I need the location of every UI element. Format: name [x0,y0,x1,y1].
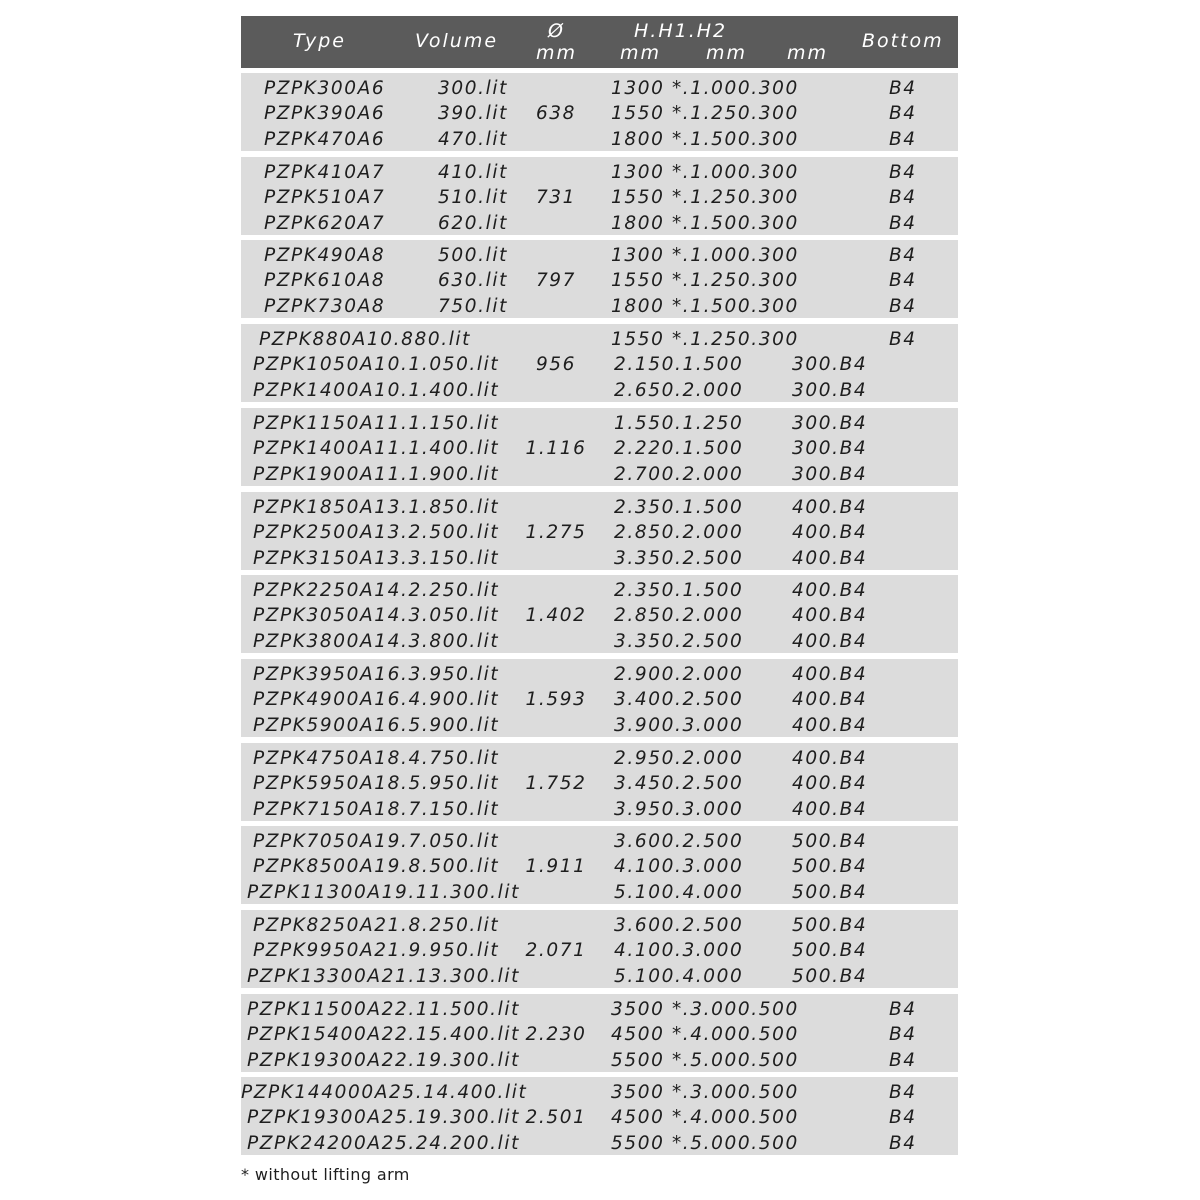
cell-volume: 390.lit [438,103,508,124]
cell-type: PZPK3800A14.3.800.lit [253,631,500,652]
cell-diameter: 1.275 [525,522,587,543]
cell-bottom: 400.B4 [792,689,868,710]
cell-dimensions: 1.550.1.250 [614,413,744,434]
cell-volume: 620.lit [438,213,508,234]
cell-type: PZPK2500A13.2.500.lit [253,522,500,543]
cell-type: PZPK1900A11.1.900.lit [253,464,500,485]
cell-dimensions: 1800 *.1.500.300 [611,296,799,317]
group-block [241,994,958,1072]
cell-bottom: 500.B4 [792,940,868,961]
cell-dimensions: 3500 *.3.000.500 [611,1082,799,1103]
table-row [241,127,958,152]
cell-diameter: 2.501 [525,1107,587,1128]
table-row [241,1131,958,1156]
cell-bottom: B4 [889,270,917,291]
cell-dimensions: 2.700.2.000 [614,464,744,485]
cell-bottom: 400.B4 [792,580,868,601]
cell-diameter: 1.116 [525,438,587,459]
cell-diameter: 638 [535,103,577,124]
cell-type: PZPK610A8 [264,270,386,291]
cell-bottom: B4 [889,1050,917,1071]
table-row [241,662,958,687]
cell-dimensions: 3.950.3.000 [614,799,744,820]
cell-dimensions: 1550 *.1.250.300 [611,270,799,291]
group-block [241,324,958,402]
table-row [241,76,958,101]
cell-diameter: 731 [535,187,577,208]
group-block [241,240,958,318]
cell-type: PZPK11300A19.11.300.lit [247,882,520,903]
table-row [241,913,958,938]
cell-dimensions: 5500 *.5.000.500 [611,1050,799,1071]
group-block [241,1077,958,1155]
cell-dimensions: 4.100.3.000 [614,940,744,961]
cell-bottom: 500.B4 [792,856,868,877]
group-block [241,743,958,821]
cell-dimensions: 2.950.2.000 [614,748,744,769]
cell-type: PZPK5900A16.5.900.lit [253,715,500,736]
cell-type: PZPK490A8 [264,245,386,266]
cell-type: PZPK24200A25.24.200.lit [247,1133,520,1154]
group-block [241,157,958,235]
cell-bottom: 400.B4 [792,605,868,626]
cell-bottom: B4 [889,162,917,183]
footnote: * without lifting arm [241,1165,410,1184]
cell-bottom: B4 [889,329,917,350]
cell-bottom: 400.B4 [792,497,868,518]
cell-diameter: 2.230 [525,1024,587,1045]
cell-type: PZPK3950A16.3.950.lit [253,664,500,685]
table-row [241,880,958,905]
cell-type: PZPK1150A11.1.150.lit [253,413,500,434]
cell-type: PZPK2250A14.2.250.lit [253,580,500,601]
cell-dimensions: 1300 *.1.000.300 [611,245,799,266]
cell-type: PZPK390A6 [264,103,386,124]
table-row [241,1048,958,1073]
cell-dimensions: 1800 *.1.500.300 [611,129,799,150]
cell-diameter: 797 [535,270,577,291]
group-block [241,826,958,904]
cell-type: PZPK144000A25.14.400.lit [241,1082,528,1103]
cell-type: PZPK5950A18.5.950.lit [253,773,500,794]
cell-volume: 510.lit [438,187,508,208]
cell-volume: 500.lit [438,245,508,266]
cell-bottom: 500.B4 [792,966,868,987]
cell-dimensions: 2.350.1.500 [614,497,744,518]
table-row [241,546,958,571]
cell-diameter: 1.752 [525,773,587,794]
cell-bottom: B4 [889,1024,917,1045]
table-row [241,294,958,319]
header-diameter-symbol: Ø [548,20,565,42]
cell-bottom: B4 [889,78,917,99]
cell-dimensions: 1800 *.1.500.300 [611,213,799,234]
cell-type: PZPK1050A10.1.050.lit [253,354,500,375]
cell-bottom: 400.B4 [792,715,868,736]
cell-type: PZPK8250A21.8.250.lit [253,915,500,936]
table-row [241,629,958,654]
header-volume: Volume [415,30,499,52]
cell-type: PZPK7150A18.7.150.lit [253,799,500,820]
cell-bottom: B4 [889,1107,917,1128]
cell-type: PZPK4900A16.4.900.lit [253,689,500,710]
cell-diameter: 2.071 [525,940,587,961]
table-row [241,495,958,520]
table-row [241,243,958,268]
cell-dimensions: 3.350.2.500 [614,548,744,569]
cell-type: PZPK470A6 [264,129,386,150]
cell-dimensions: 5500 *.5.000.500 [611,1133,799,1154]
cell-type: PZPK1400A10.1.400.lit [253,380,500,401]
cell-type: PZPK19300A22.19.300.lit [247,1050,520,1071]
cell-type: PZPK3050A14.3.050.lit [253,605,500,626]
cell-dimensions: 1300 *.1.000.300 [611,162,799,183]
cell-bottom: 400.B4 [792,548,868,569]
cell-bottom: B4 [889,187,917,208]
cell-dimensions: 2.900.2.000 [614,664,744,685]
cell-bottom: 400.B4 [792,631,868,652]
cell-type: PZPK300A6 [264,78,386,99]
cell-bottom: 300.B4 [792,354,868,375]
cell-bottom: B4 [889,1082,917,1103]
group-block [241,73,958,151]
cell-type: PZPK11500A22.11.500.lit [247,999,520,1020]
cell-type: PZPK620A7 [264,213,386,234]
cell-bottom: B4 [889,245,917,266]
cell-bottom: 300.B4 [792,413,868,434]
cell-bottom: 400.B4 [792,799,868,820]
cell-diameter: 1.593 [525,689,587,710]
cell-dimensions: 3.900.3.000 [614,715,744,736]
cell-bottom: B4 [889,103,917,124]
cell-type: PZPK13300A21.13.300.lit [247,966,520,987]
cell-type: PZPK880A10.880.lit [259,329,472,350]
cell-dimensions: 5.100.4.000 [614,882,744,903]
cell-dimensions: 1550 *.1.250.300 [611,329,799,350]
cell-volume: 750.lit [438,296,508,317]
cell-type: PZPK1850A13.1.850.lit [253,497,500,518]
cell-type: PZPK410A7 [264,162,386,183]
cell-dimensions: 4500 *.4.000.500 [611,1024,799,1045]
table-row [241,327,958,352]
header-type: Type [293,30,346,52]
table-row [241,797,958,822]
cell-bottom: 400.B4 [792,522,868,543]
cell-type: PZPK510A7 [264,187,386,208]
table-row [241,411,958,436]
cell-dimensions: 3.600.2.500 [614,831,744,852]
cell-dimensions: 2.850.2.000 [614,605,744,626]
header-mm-diameter: mm [536,42,578,64]
cell-dimensions: 5.100.4.000 [614,966,744,987]
cell-bottom: 500.B4 [792,882,868,903]
header-bottom: Bottom [862,30,944,52]
cell-dimensions: 3.450.2.500 [614,773,744,794]
header-mm-h1: mm [706,42,748,64]
cell-bottom: 300.B4 [792,380,868,401]
cell-bottom: B4 [889,213,917,234]
cell-bottom: B4 [889,1133,917,1154]
cell-type: PZPK19300A25.19.300.lit [247,1107,520,1128]
group-block [241,492,958,570]
cell-dimensions: 1550 *.1.250.300 [611,187,799,208]
cell-dimensions: 2.850.2.000 [614,522,744,543]
cell-diameter: 1.911 [525,856,587,877]
cell-type: PZPK730A8 [264,296,386,317]
cell-bottom: 300.B4 [792,438,868,459]
cell-diameter: 1.402 [525,605,587,626]
cell-dimensions: 2.350.1.500 [614,580,744,601]
cell-type: PZPK7050A19.7.050.lit [253,831,500,852]
cell-bottom: 400.B4 [792,748,868,769]
cell-volume: 410.lit [438,162,508,183]
table-row [241,746,958,771]
cell-type: PZPK4750A18.4.750.lit [253,748,500,769]
cell-bottom: 400.B4 [792,664,868,685]
table-row [241,829,958,854]
cell-type: PZPK8500A19.8.500.lit [253,856,500,877]
table-row [241,1080,958,1105]
group-block [241,408,958,486]
table-row [241,997,958,1022]
cell-dimensions: 2.220.1.500 [614,438,744,459]
cell-bottom: 500.B4 [792,831,868,852]
table-row [241,378,958,403]
cell-bottom: 300.B4 [792,464,868,485]
header-mm-h: mm [620,42,662,64]
cell-dimensions: 4.100.3.000 [614,856,744,877]
cell-dimensions: 3500 *.3.000.500 [611,999,799,1020]
table-header [241,16,958,68]
table-row [241,964,958,989]
header-mm-h2: mm [787,42,829,64]
cell-bottom: B4 [889,999,917,1020]
cell-dimensions: 1300 *.1.000.300 [611,78,799,99]
table-row [241,160,958,185]
cell-bottom: 400.B4 [792,773,868,794]
cell-type: PZPK1400A11.1.400.lit [253,438,500,459]
cell-volume: 630.lit [438,270,508,291]
cell-type: PZPK9950A21.9.950.lit [253,940,500,961]
cell-dimensions: 3.400.2.500 [614,689,744,710]
cell-dimensions: 2.650.2.000 [614,380,744,401]
table-row [241,578,958,603]
cell-type: PZPK3150A13.3.150.lit [253,548,500,569]
group-block [241,575,958,653]
cell-type: PZPK15400A22.15.400.lit [247,1024,520,1045]
cell-volume: 300.lit [438,78,508,99]
header-dimensions: H.H1.H2 [634,20,728,42]
group-block [241,910,958,988]
table-row [241,462,958,487]
cell-dimensions: 3.600.2.500 [614,915,744,936]
cell-diameter: 956 [535,354,577,375]
cell-dimensions: 3.350.2.500 [614,631,744,652]
cell-volume: 470.lit [438,129,508,150]
table-row [241,713,958,738]
table-row [241,211,958,236]
cell-dimensions: 2.150.1.500 [614,354,744,375]
cell-bottom: B4 [889,129,917,150]
group-block [241,659,958,737]
cell-dimensions: 4500 *.4.000.500 [611,1107,799,1128]
cell-bottom: 500.B4 [792,915,868,936]
cell-dimensions: 1550 *.1.250.300 [611,103,799,124]
cell-bottom: B4 [889,296,917,317]
